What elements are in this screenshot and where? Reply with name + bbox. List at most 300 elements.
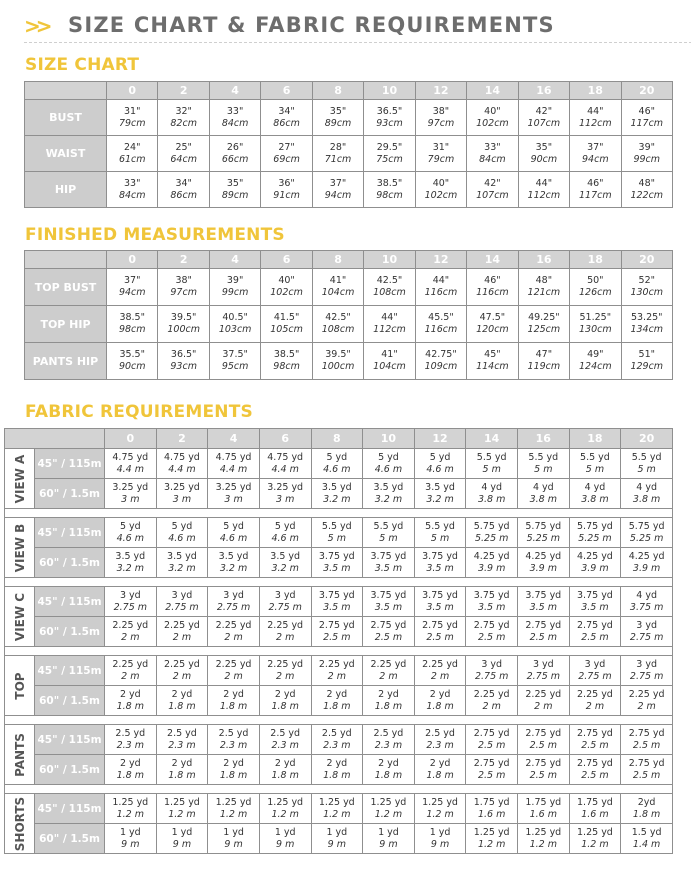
- yard-value: 3 yd: [636, 658, 657, 670]
- measurement-cell: [518, 343, 569, 380]
- cm-value: 79cm: [118, 117, 146, 129]
- meter-value: 2.75 m: [165, 601, 199, 613]
- measurement-cell: [312, 269, 363, 306]
- size-header: 12: [415, 82, 466, 100]
- yard-value: 5 yd: [223, 520, 244, 532]
- yard-value: 3.75 yd: [318, 550, 355, 562]
- cm-value: 95cm: [221, 361, 249, 372]
- inch-value: 35": [329, 105, 347, 117]
- fabric-cell: [311, 548, 363, 578]
- yard-value: 1 yd: [223, 826, 244, 838]
- meter-value: 2.75 m: [216, 601, 251, 613]
- fabric-cell: [259, 824, 311, 854]
- fabric-cell: [414, 548, 466, 578]
- cm-value: 100cm: [167, 324, 200, 335]
- meter-value: 2 m: [585, 700, 605, 712]
- meter-value: 1.8 m: [323, 700, 351, 712]
- yard-value: 2yd: [637, 796, 656, 808]
- yard-value: 5.5 yd: [580, 451, 610, 463]
- measurement-cell: [312, 343, 363, 380]
- cm-value: 100cm: [321, 361, 355, 372]
- yard-value: 5 yd: [274, 520, 296, 532]
- fabric-cell: [363, 449, 415, 479]
- yard-value: 3.5 yd: [425, 481, 455, 493]
- cm-value: 99cm: [633, 153, 661, 165]
- meter-value: 5.25 m: [578, 532, 612, 544]
- fabric-row: [5, 755, 673, 785]
- inch-value: 49": [587, 349, 604, 360]
- inch-value: 33": [226, 105, 244, 117]
- view-label: SHORTS: [12, 796, 27, 851]
- yard-value: 4.25 yd: [473, 550, 510, 562]
- corner-cell: [25, 251, 107, 269]
- yard-value: 5.5 yd: [425, 520, 455, 532]
- measurement-cell: [261, 306, 312, 343]
- meter-value: 2 m: [172, 631, 192, 643]
- view-label: PANTS: [12, 732, 27, 777]
- cm-value: 64cm: [170, 153, 197, 165]
- fabric-width-label: 45" / 115m: [35, 587, 105, 617]
- size-header: 14: [467, 82, 518, 100]
- yard-value: 1 yd: [429, 826, 451, 838]
- fabric-cell: [621, 479, 673, 509]
- measurement-cell: [364, 136, 415, 172]
- meter-value: 9 m: [172, 838, 192, 850]
- view-label: VIEW A: [12, 454, 27, 503]
- view-label-cell: [5, 587, 35, 647]
- fabric-cell: [311, 755, 363, 785]
- yard-value: 2.5 yd: [167, 727, 197, 739]
- inch-value: 46": [484, 275, 501, 286]
- fabric-cell: [105, 824, 157, 854]
- measurement-row: [25, 172, 673, 208]
- fabric-cell: [414, 824, 466, 854]
- size-header: 8: [311, 429, 363, 449]
- cm-value: 119cm: [527, 361, 561, 372]
- fabric-cell: [414, 479, 466, 509]
- yard-value: 2.25 yd: [370, 658, 407, 670]
- inch-value: 40": [432, 177, 450, 189]
- fabric-cell: [414, 518, 466, 548]
- meter-value: 2 m: [224, 631, 243, 643]
- inch-value: 53.25": [630, 312, 663, 323]
- meter-value: 1.8 m: [271, 700, 299, 712]
- measurement-cell: [415, 172, 466, 208]
- cm-value: 108cm: [373, 287, 406, 298]
- fabric-width-label: 60" / 1.5m: [35, 824, 105, 854]
- yard-value: 2.25 yd: [215, 619, 252, 631]
- measurement-cell: [209, 100, 260, 136]
- size-header: 6: [259, 429, 311, 449]
- inch-value: 33": [484, 141, 501, 153]
- inch-value: 46": [587, 177, 604, 189]
- fabric-width-label: 45" / 115m: [35, 656, 105, 686]
- yard-value: 3.5 yd: [373, 481, 404, 493]
- yard-value: 2 yd: [429, 757, 451, 769]
- cm-value: 112cm: [373, 324, 406, 335]
- meter-value: 2.3 m: [116, 739, 144, 751]
- fabric-cell: [105, 479, 157, 509]
- measurement-cell: [518, 306, 569, 343]
- cm-value: 84cm: [479, 153, 506, 165]
- meter-value: 2 m: [276, 670, 295, 682]
- yard-value: 3 yd: [223, 589, 244, 601]
- view-label-cell: [5, 725, 35, 785]
- meter-value: 3.8 m: [529, 493, 557, 505]
- fabric-cell: [105, 548, 157, 578]
- cm-value: 124cm: [578, 361, 612, 372]
- fabric-cell: [466, 824, 518, 854]
- yard-value: 2.5 yd: [321, 727, 352, 739]
- measurement-cell: [364, 172, 415, 208]
- fabric-cell: [466, 479, 518, 509]
- fabric-cell: [259, 479, 311, 509]
- yard-value: 2.25 yd: [577, 688, 613, 700]
- yard-value: 5.5 yd: [321, 520, 352, 532]
- measurement-label: BUST: [25, 100, 107, 136]
- inch-value: 37": [123, 275, 141, 286]
- yard-value: 2.25 yd: [215, 658, 252, 670]
- yard-value: 3.75 yd: [318, 589, 355, 601]
- inch-value: 35": [226, 177, 244, 189]
- fabric-cell: [259, 755, 311, 785]
- meter-value: 3.9 m: [632, 562, 661, 574]
- size-header: 8: [312, 82, 363, 100]
- fabric-cell: [105, 587, 157, 617]
- yard-value: 2.75 yd: [422, 619, 458, 631]
- size-chart-title: SIZE CHART: [25, 55, 140, 75]
- yard-value: 2.75 yd: [318, 619, 355, 631]
- size-header-row: [5, 429, 673, 449]
- fabric-cell: [156, 656, 208, 686]
- meter-value: 3.5 m: [426, 601, 454, 613]
- fabric-cell: [259, 617, 311, 647]
- meter-value: 4.6 m: [323, 463, 351, 475]
- size-header: 6: [261, 251, 312, 269]
- meter-value: 3.5 m: [374, 562, 403, 574]
- meter-value: 1.2 m: [271, 808, 299, 820]
- fabric-cell: [466, 548, 518, 578]
- view-label-cell: [5, 794, 35, 854]
- meter-value: 2.3 m: [271, 739, 299, 751]
- inch-value: 38.5": [119, 312, 145, 323]
- fabric-cell: [363, 479, 415, 509]
- fabric-cell: [621, 755, 673, 785]
- cm-value: 90cm: [118, 361, 146, 372]
- fabric-cell: [569, 479, 621, 509]
- fabric-cell: [208, 824, 260, 854]
- yard-value: 3.25 yd: [267, 481, 304, 493]
- measurement-cell: [107, 343, 158, 380]
- meter-value: 2.5 m: [581, 631, 609, 643]
- measurement-cell: [261, 136, 312, 172]
- fabric-cell: [518, 587, 570, 617]
- meter-value: 2 m: [224, 670, 243, 682]
- measurement-label: WAIST: [25, 136, 107, 172]
- yard-value: 5 yd: [171, 520, 193, 532]
- yard-value: 2.75 yd: [473, 727, 510, 739]
- yard-value: 2.75 yd: [525, 727, 562, 739]
- fabric-cell: [363, 617, 415, 647]
- meter-value: 3.9 m: [477, 562, 506, 574]
- cm-value: 121cm: [527, 287, 561, 298]
- meter-value: 1.8 m: [374, 700, 403, 712]
- meter-value: 2 m: [121, 670, 140, 682]
- yard-value: 2 yd: [171, 688, 193, 700]
- meter-value: 1.2 m: [323, 808, 351, 820]
- cm-value: 91cm: [273, 189, 300, 201]
- yard-value: 2.5 yd: [115, 727, 146, 739]
- yard-value: 1.25 yd: [215, 796, 252, 808]
- meter-value: 3 m: [172, 493, 192, 505]
- fabric-cell: [569, 617, 621, 647]
- inch-value: 28": [329, 141, 347, 153]
- meter-value: 2.3 m: [374, 739, 403, 751]
- inch-value: 44": [381, 312, 398, 323]
- inch-value: 49.25": [528, 312, 560, 323]
- yard-value: 3.25 yd: [112, 481, 149, 493]
- meter-value: 2.3 m: [219, 739, 248, 751]
- yard-value: 2.5 yd: [425, 727, 455, 739]
- fabric-cell: [259, 548, 311, 578]
- cm-value: 120cm: [476, 324, 509, 335]
- inch-value: 42.5": [376, 275, 403, 286]
- size-header: 18: [570, 251, 621, 269]
- fabric-width-label: 60" / 1.5m: [35, 548, 105, 578]
- meter-value: 9 m: [121, 838, 140, 850]
- size-header-row: [25, 82, 673, 100]
- yard-value: 2 yd: [119, 688, 141, 700]
- inch-value: 51": [638, 349, 655, 360]
- inch-value: 39": [638, 141, 655, 153]
- cm-value: 102cm: [270, 287, 303, 298]
- yard-value: 4 yd: [636, 481, 657, 493]
- meter-value: 3.5 m: [529, 601, 557, 613]
- yard-value: 2 yd: [223, 757, 244, 769]
- inch-value: 42": [484, 177, 501, 189]
- cm-value: 129cm: [630, 361, 664, 372]
- measurement-cell: [312, 306, 363, 343]
- yard-value: 2.75 yd: [577, 727, 613, 739]
- header-divider: [24, 42, 691, 43]
- fabric-row: [5, 725, 673, 755]
- yard-value: 1 yd: [274, 826, 296, 838]
- meter-value: 1.2 m: [477, 838, 506, 850]
- yard-value: 1 yd: [119, 826, 141, 838]
- fabric-cell: [259, 656, 311, 686]
- inch-value: 38": [175, 275, 192, 286]
- fabric-cell: [363, 587, 415, 617]
- fabric-cell: [621, 449, 673, 479]
- yard-value: 3.25 yd: [164, 481, 200, 493]
- fabric-cell: [466, 725, 518, 755]
- measurement-label: PANTS HIP: [25, 343, 107, 380]
- meter-value: 5 m: [482, 463, 501, 475]
- yard-value: 3 yd: [584, 658, 606, 670]
- meter-value: 3.5 m: [323, 601, 351, 613]
- cm-value: 116cm: [424, 287, 458, 298]
- measurement-cell: [415, 100, 466, 136]
- inch-value: 39.5": [325, 349, 351, 360]
- yard-value: 2.75 yd: [473, 757, 510, 769]
- group-spacer: [5, 509, 673, 518]
- fabric-cell: [156, 479, 208, 509]
- fabric-cell: [156, 686, 208, 716]
- measurement-label: TOP BUST: [25, 269, 107, 306]
- fabric-cell: [311, 686, 363, 716]
- fabric-cell: [518, 518, 570, 548]
- view-label-cell: [5, 449, 35, 509]
- fabric-width-label: 45" / 115m: [35, 725, 105, 755]
- meter-value: 2.5 m: [477, 631, 506, 643]
- measurement-cell: [518, 269, 569, 306]
- meter-value: 5 m: [585, 463, 605, 475]
- measurement-cell: [209, 343, 260, 380]
- fabric-cell: [569, 449, 621, 479]
- inch-value: 47.5": [479, 312, 506, 323]
- measurement-cell: [518, 172, 569, 208]
- cm-value: 82cm: [170, 117, 197, 129]
- size-header: 20: [621, 429, 673, 449]
- cm-value: 97cm: [427, 117, 455, 129]
- fabric-cell: [311, 587, 363, 617]
- meter-value: 2 m: [327, 670, 346, 682]
- measurement-cell: [364, 269, 415, 306]
- measurement-cell: [467, 100, 518, 136]
- measurement-cell: [107, 269, 158, 306]
- fabric-cell: [105, 725, 157, 755]
- fabric-cell: [466, 518, 518, 548]
- fabric-cell: [414, 587, 466, 617]
- meter-value: 4.6 m: [168, 532, 196, 544]
- measurement-cell: [570, 306, 621, 343]
- meter-value: 4.4 m: [271, 463, 299, 475]
- measurement-cell: [621, 269, 672, 306]
- fabric-width-label: 60" / 1.5m: [35, 755, 105, 785]
- inch-value: 35": [535, 141, 553, 153]
- measurement-cell: [364, 306, 415, 343]
- yard-value: 3 yd: [481, 658, 503, 670]
- inch-value: 44": [432, 275, 450, 286]
- yard-value: 4.25 yd: [525, 550, 562, 562]
- measurement-cell: [570, 269, 621, 306]
- fabric-cell: [569, 686, 621, 716]
- yard-value: 5.5 yd: [631, 451, 662, 463]
- meter-value: 1.6 m: [529, 808, 557, 820]
- inch-value: 37": [329, 177, 347, 189]
- inch-value: 38": [432, 105, 450, 117]
- yard-value: 2.75 yd: [525, 757, 562, 769]
- size-header: 2: [158, 251, 209, 269]
- fabric-cell: [208, 755, 260, 785]
- yard-value: 3 yd: [532, 658, 554, 670]
- fabric-width-label: 45" / 115m: [35, 518, 105, 548]
- inch-value: 44": [535, 177, 553, 189]
- fabric-cell: [156, 617, 208, 647]
- fabric-cell: [518, 794, 570, 824]
- fabric-cell: [363, 824, 415, 854]
- fabric-row: [5, 479, 673, 509]
- cm-value: 103cm: [218, 324, 252, 335]
- meter-value: 2 m: [534, 700, 553, 712]
- fabric-cell: [259, 587, 311, 617]
- meter-value: 5.25 m: [526, 532, 561, 544]
- fabric-cell: [518, 656, 570, 686]
- meter-value: 3.9 m: [581, 562, 609, 574]
- measurement-cell: [467, 136, 518, 172]
- fabric-cell: [466, 617, 518, 647]
- measurement-cell: [261, 343, 312, 380]
- fabric-cell: [105, 617, 157, 647]
- fabric-cell: [466, 794, 518, 824]
- meter-value: 1.2 m: [426, 808, 454, 820]
- cm-value: 117cm: [578, 189, 612, 201]
- inch-value: 36.5": [170, 349, 197, 360]
- inch-value: 47": [535, 349, 553, 360]
- fabric-cell: [208, 794, 260, 824]
- fabric-cell: [363, 686, 415, 716]
- meter-value: 5 m: [379, 532, 398, 544]
- yard-value: 2 yd: [171, 757, 193, 769]
- cm-value: 107cm: [476, 189, 509, 201]
- cm-value: 98cm: [118, 324, 146, 335]
- yard-value: 3.75 yd: [422, 589, 458, 601]
- fabric-cell: [105, 755, 157, 785]
- yard-value: 1.75 yd: [577, 796, 613, 808]
- fabric-cell: [156, 755, 208, 785]
- fabric-row: [5, 548, 673, 578]
- meter-value: 1.2 m: [581, 838, 609, 850]
- fabric-cell: [621, 656, 673, 686]
- size-header: 2: [158, 82, 209, 100]
- yard-value: 2 yd: [274, 688, 296, 700]
- yard-value: 1.25 yd: [370, 796, 407, 808]
- fabric-row: [5, 587, 673, 617]
- yard-value: 2.25 yd: [267, 619, 304, 631]
- meter-value: 9 m: [430, 838, 450, 850]
- meter-value: 1.8 m: [426, 700, 454, 712]
- inch-value: 41": [381, 349, 398, 360]
- yard-value: 3.75 yd: [473, 589, 510, 601]
- yard-value: 3.75 yd: [525, 589, 562, 601]
- fabric-cell: [208, 449, 260, 479]
- meter-value: 3.2 m: [271, 562, 299, 574]
- size-header: 18: [569, 429, 621, 449]
- yard-value: 1 yd: [378, 826, 399, 838]
- yard-value: 2.25 yd: [422, 658, 458, 670]
- yard-value: 3 yd: [119, 589, 141, 601]
- measurement-cell: [467, 269, 518, 306]
- measurement-cell: [621, 100, 672, 136]
- yard-value: 3 yd: [274, 589, 296, 601]
- cm-value: 112cm: [578, 117, 612, 129]
- meter-value: 5.25 m: [629, 532, 664, 544]
- meter-value: 5.25 m: [474, 532, 509, 544]
- meter-value: 1.8 m: [116, 769, 144, 781]
- meter-value: 1.8 m: [374, 769, 403, 781]
- yard-value: 1.25 yd: [267, 796, 304, 808]
- cm-value: 126cm: [578, 287, 612, 298]
- fabric-width-label: 45" / 115m: [35, 449, 105, 479]
- fabric-cell: [311, 518, 363, 548]
- fabric-cell: [259, 449, 311, 479]
- fabric-width-label: 60" / 1.5m: [35, 686, 105, 716]
- size-header: 4: [208, 429, 260, 449]
- view-label: TOP: [12, 671, 27, 700]
- size-header: 16: [518, 82, 569, 100]
- meter-value: 1.2 m: [374, 808, 403, 820]
- size-header: 10: [363, 429, 415, 449]
